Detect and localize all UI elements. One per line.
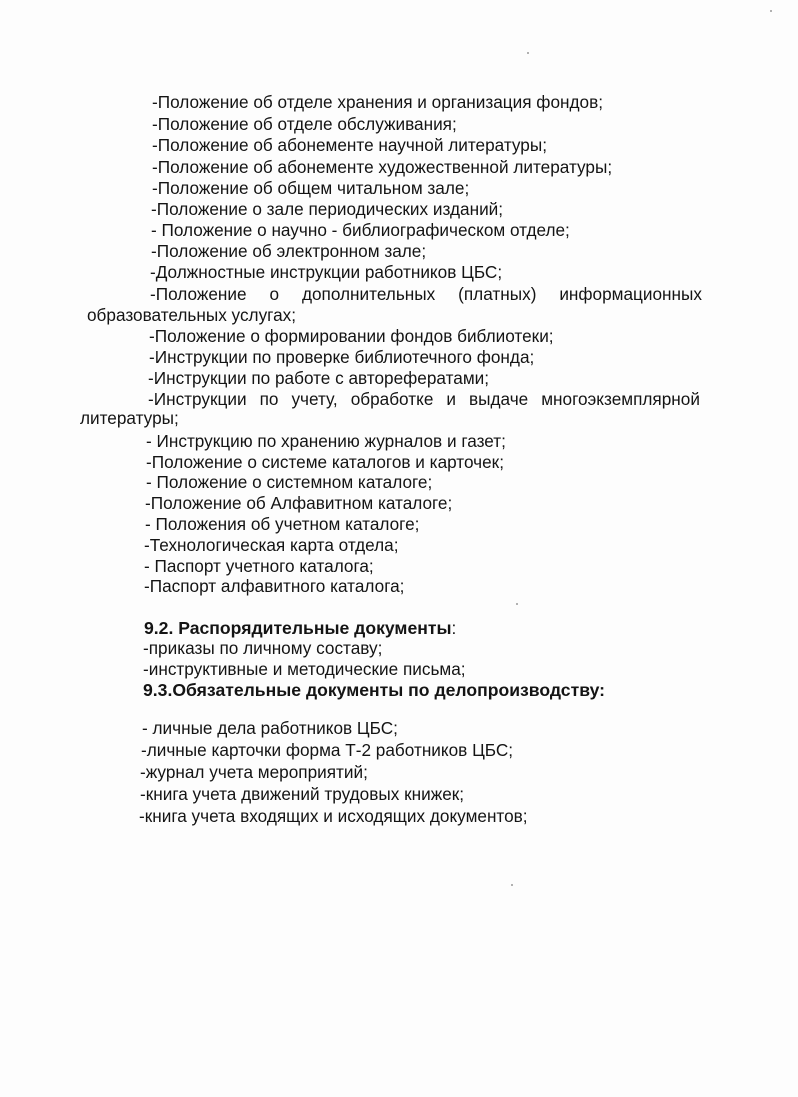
word: по — [259, 389, 279, 409]
list-item: - Паспорт учетного каталога; — [144, 556, 374, 576]
list-item: -Положение об отделе обслуживания; — [152, 114, 457, 134]
word: дополнительных — [301, 284, 436, 304]
section-heading-text: 9.2. Распорядительные документы — [144, 618, 452, 638]
scan-speck — [527, 52, 529, 54]
list-item-continuation: литературы; — [80, 408, 179, 428]
list-item: -Положение об Алфавитном каталоге; — [145, 493, 453, 513]
list-item: -личные карточки форма Т-2 работников ЦБС; — [141, 740, 514, 760]
list-item: -Инструкции по проверке библиотечного фонда; — [149, 347, 535, 367]
word: обработке — [350, 389, 434, 409]
word: о — [269, 284, 280, 304]
list-item: -Положение об электронном зале; — [151, 241, 427, 261]
list-item: -приказы по личному составу; — [143, 638, 383, 658]
list-item: -Паспорт алфавитного каталога; — [144, 576, 405, 596]
word: информационных — [559, 284, 702, 304]
word: учету, — [291, 389, 338, 409]
section-heading-9-3: 9.3.Обязательные документы по делопроизводству: — [143, 680, 605, 700]
word: -Положение — [150, 284, 247, 304]
scan-speck — [516, 603, 518, 605]
list-item: -Инструкции по работе с авторефератами; — [148, 368, 490, 388]
section-heading-colon: : — [451, 618, 457, 638]
list-item: -книга учета движений трудовых книжек; — [140, 784, 465, 804]
justified-line — [150, 284, 702, 304]
scan-speck — [770, 10, 772, 12]
word: -Инструкции — [148, 389, 247, 409]
word: выдаче — [469, 389, 529, 409]
list-item-continuation: образовательных услугах; — [87, 305, 296, 325]
list-item: -Положение об общем читальном зале; — [152, 178, 470, 198]
list-item: - Положение о научно - библиографическом отделе; — [151, 220, 570, 240]
list-item: -Положение о формировании фондов библиотеки; — [149, 326, 554, 346]
list-item: - Инструкцию по хранению журналов и газет; — [146, 431, 506, 451]
word: (платных) — [458, 284, 537, 304]
scan-speck — [511, 884, 513, 886]
list-item: - личные дела работников ЦБС; — [142, 718, 398, 738]
list-item: -Положение о системе каталогов и карточек; — [146, 452, 504, 472]
word: и — [446, 389, 456, 409]
list-item: - Положение о системном каталоге; — [146, 472, 433, 492]
list-item: - Положения об учетном каталоге; — [145, 514, 420, 534]
list-item: -Технологическая карта отдела; — [144, 535, 399, 555]
list-item: -Положение об абонементе художественной литературы; — [152, 157, 613, 177]
list-item: -Положение об абонементе научной литературы; — [152, 135, 547, 155]
list-item: -книга учета входящих и исходящих документов; — [139, 806, 528, 826]
list-item: -журнал учета мероприятий; — [140, 762, 368, 782]
justified-line — [148, 389, 700, 409]
list-item: -Должностные инструкции работников ЦБС; — [150, 262, 503, 282]
list-item: -Положение об отделе хранения и организация фондов; — [152, 92, 603, 112]
list-item: -инструктивные и методические письма; — [143, 659, 466, 679]
section-heading-9-2 — [144, 618, 456, 638]
list-item: -Положение о зале периодических изданий; — [151, 199, 504, 219]
word: многоэкземплярной — [541, 389, 700, 409]
